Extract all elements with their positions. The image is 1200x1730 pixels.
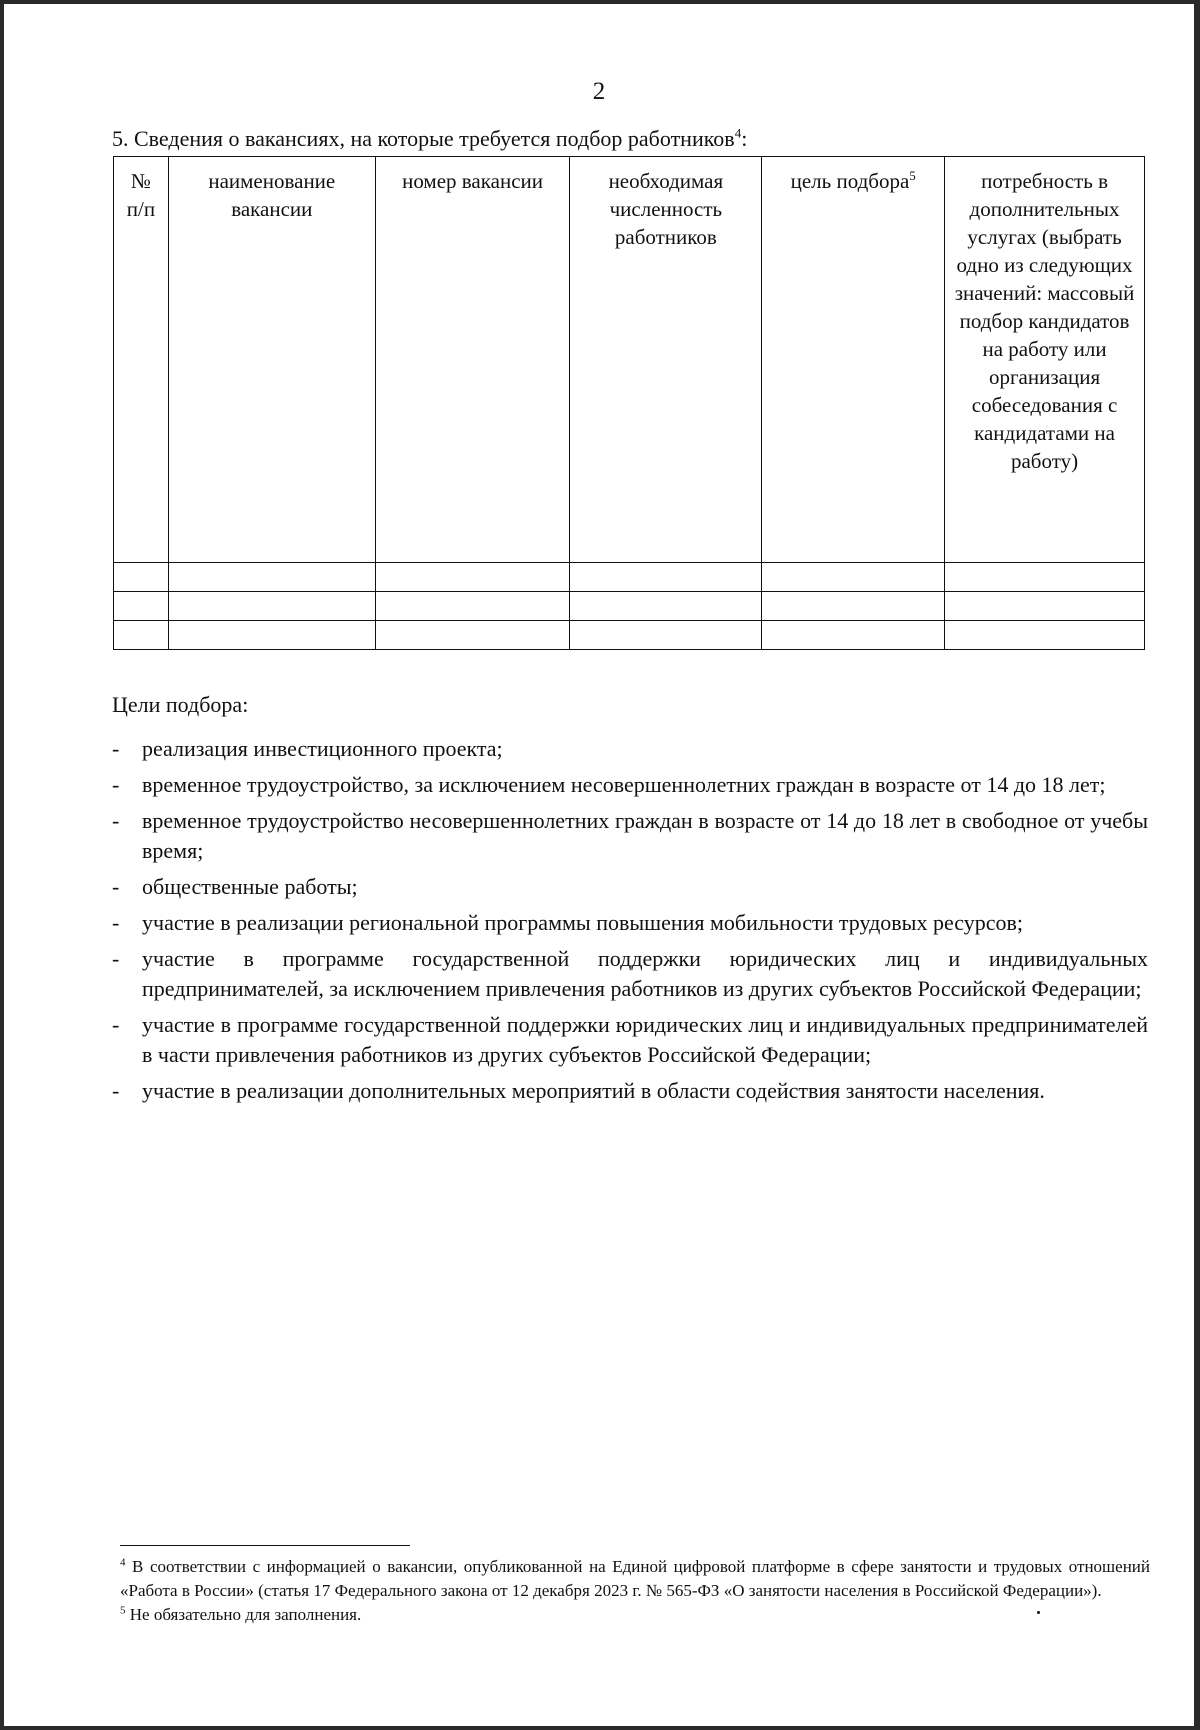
table-cell[interactable] [114, 563, 169, 592]
table-cell[interactable] [762, 592, 945, 621]
footnote-5 [120, 1603, 1150, 1627]
list-item-text: участие в программе государственной поддержки юридических лиц и индивидуальных предпринимателей, за исключением привлечения работников из других субъектов Российской Федерации; [142, 946, 1148, 1001]
section-title-text: 5. Сведения о вакансиях, на которые требуется подбор работников [112, 126, 735, 151]
table-cell[interactable] [114, 621, 169, 650]
table-cell[interactable] [375, 621, 570, 650]
table-header-row [114, 157, 1145, 563]
table-cell[interactable] [945, 621, 1145, 650]
header-vacancy-name-label: наименование вакансии [208, 169, 336, 221]
list-item-text: реализация инвестиционного проекта; [142, 736, 503, 761]
header-additional-services-label: потребность в дополнительных услугах (выбрать одно из следующих значений: массовый подбор кандидатов на работу или организация собеседования с кандидатами на работу) [954, 169, 1135, 473]
dash-bullet: - [112, 772, 120, 797]
vacancies-table [113, 156, 1145, 650]
document-page [4, 4, 1194, 1726]
list-item-text: участие в программе государственной поддержки юридических лиц и индивидуальных предпринимателей в части привлечения работников из других субъектов Российской Федерации; [142, 1012, 1148, 1067]
list-item [112, 806, 1148, 866]
dash-bullet: - [112, 1078, 120, 1103]
table-cell[interactable] [375, 563, 570, 592]
table-cell[interactable] [570, 563, 762, 592]
footnote-separator [120, 1545, 410, 1546]
list-item [112, 770, 1148, 800]
list-item-text: общественные работы; [142, 874, 358, 899]
footnotes [120, 1555, 1150, 1627]
footnote-mark: 5 [120, 1604, 126, 1617]
footnote-4 [120, 1555, 1150, 1603]
table-row [114, 621, 1145, 650]
dash-bullet: - [112, 1012, 120, 1037]
header-required-count-label: необходимая численность работников [608, 169, 724, 249]
header-number [114, 157, 169, 563]
table-cell[interactable] [945, 563, 1145, 592]
dash-bullet: - [112, 946, 120, 971]
header-required-count [570, 157, 762, 563]
table-cell[interactable] [114, 592, 169, 621]
footnote-text: Не обязательно для заполнения. [125, 1605, 362, 1624]
scan-speck [1037, 1611, 1040, 1614]
dash-bullet: - [112, 874, 120, 899]
table-cell[interactable] [570, 621, 762, 650]
list-item [112, 1010, 1148, 1070]
table-cell[interactable] [570, 592, 762, 621]
list-item-text: временное трудоустройство несовершеннолетних граждан в возрасте от 14 до 18 лет в свободное от учебы время; [142, 808, 1148, 863]
goals-list [112, 734, 1148, 1112]
header-number-label: № п/п [126, 169, 156, 221]
header-goal [762, 157, 945, 563]
list-item-text: участие в реализации дополнительных мероприятий в области содействия занятости населения. [142, 1078, 1045, 1103]
table-row [114, 563, 1145, 592]
list-item [112, 872, 1148, 902]
table-cell[interactable] [168, 563, 375, 592]
section-title: 5. Сведения о вакансиях, на которые требуется подбор работников$^4$: [112, 125, 748, 151]
table-row [114, 592, 1145, 621]
header-goal-label: цель подбора [790, 169, 910, 193]
list-item [112, 734, 1148, 764]
table-cell[interactable] [168, 592, 375, 621]
header-vacancy-number-label: номер вакансии [402, 169, 543, 193]
dash-bullet: - [112, 910, 120, 935]
footnote-ref-4: 4 [734, 125, 742, 141]
list-item [112, 944, 1148, 1004]
dash-bullet: - [112, 808, 120, 833]
table-cell[interactable] [762, 621, 945, 650]
goals-heading: Цели подбора: [112, 692, 249, 717]
footnote-mark: 4 [120, 1556, 126, 1569]
list-item [112, 908, 1148, 938]
table-cell[interactable] [762, 563, 945, 592]
footnote-ref-5: 5 [909, 168, 916, 183]
dash-bullet: - [112, 736, 120, 761]
page-number: 2 [592, 78, 606, 105]
table-cell[interactable] [168, 621, 375, 650]
list-item-text: временное трудоустройство, за исключением несовершеннолетних граждан в возрасте от 14 до 18 лет; [142, 772, 1106, 797]
list-item-text: участие в реализации региональной программы повышения мобильности трудовых ресурсов; [142, 910, 1023, 935]
list-item [112, 1076, 1148, 1106]
table-cell[interactable] [375, 592, 570, 621]
header-vacancy-name [168, 157, 375, 563]
header-vacancy-number [375, 157, 570, 563]
footnote-text: В соответствии с информацией о вакансии, опубликованной на Единой цифровой платформе в сфере занятости и трудовых отношений «Работа в России» (статья 17 Федерального закона от 12 декабря 2023 г. № 565-ФЗ «О занятости населения в Российской Федерации»). [120, 1557, 1150, 1600]
table-cell[interactable] [945, 592, 1145, 621]
header-additional-services [945, 157, 1145, 563]
